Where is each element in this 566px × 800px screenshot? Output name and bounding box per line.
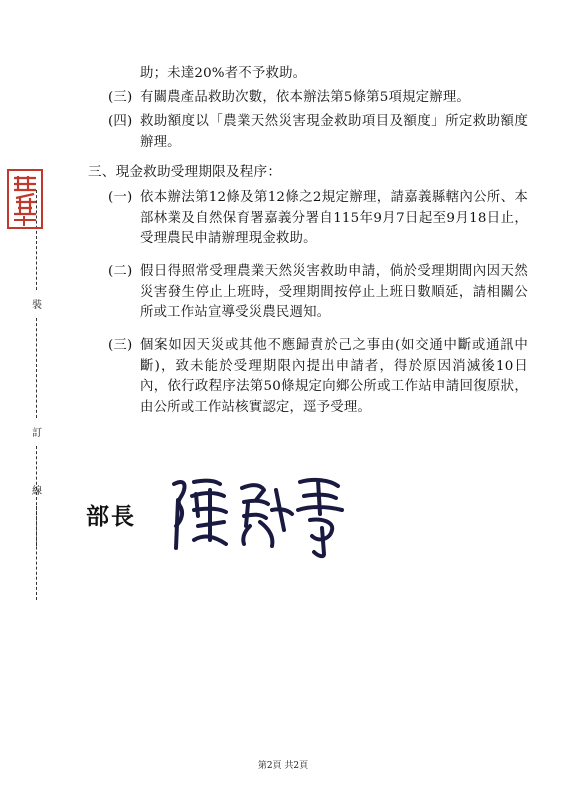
list-item: [108, 262, 528, 324]
binding-line: [36, 318, 37, 418]
item-text: 個案如因天災或其他不應歸責於己之事由(如交通中斷或通訊中斷)，致未能於受理期限內提出申請者，得於原因消滅後10日內，依行政程序法第50條規定向鄉公所或工作站申請回復原狀，由公所或工作站核實認定，逕予受理。: [140, 338, 528, 415]
item-number: (三): [108, 338, 133, 353]
binding-char-xian: 線: [32, 486, 42, 497]
seal-stamp-icon: [6, 168, 44, 230]
item-number: (二): [108, 264, 133, 279]
item-text: 救助額度以「農業天然災害現金救助項目及額度」所定救助額度辦理。: [140, 114, 528, 150]
item-number: (一): [108, 190, 133, 205]
item-text: 依本辦法第12條及第12條之2規定辦理，請嘉義縣轄內公所、本部林業及自然保育署嘉義分署自115年9月7日起至9月18日止，受理農民申請辦理現金救助。: [140, 190, 528, 246]
page-footer: 第2頁 共2頁: [257, 761, 309, 771]
section-heading: 三、現金救助受理期限及程序：: [88, 164, 282, 180]
item-number: (四): [108, 114, 133, 129]
item-number: (三): [108, 90, 133, 105]
minister-title: 部長: [86, 503, 136, 530]
binding-char-ding: 訂: [32, 428, 42, 439]
binding-char-zhuang: 裝: [32, 300, 42, 311]
continuation-line: 助；未達20%者不予救助。: [140, 66, 307, 81]
binding-margin: [6, 190, 46, 600]
list-item: [108, 112, 528, 153]
list-item: [108, 88, 528, 109]
handwritten-signature-icon: [164, 470, 354, 560]
binding-line: [36, 506, 37, 600]
item-text: 有關農產品救助次數，依本辦法第5條第5項規定辦理。: [140, 90, 471, 105]
item-text: 假日得照常受理農業天然災害救助申請，倘於受理期間內因天然災害發生停止上班時，受理期間按停止上班日數順延，請相關公所或工作站宣導受災農民週知。: [140, 264, 528, 320]
list-item: [108, 188, 528, 250]
list-item: [108, 336, 528, 418]
